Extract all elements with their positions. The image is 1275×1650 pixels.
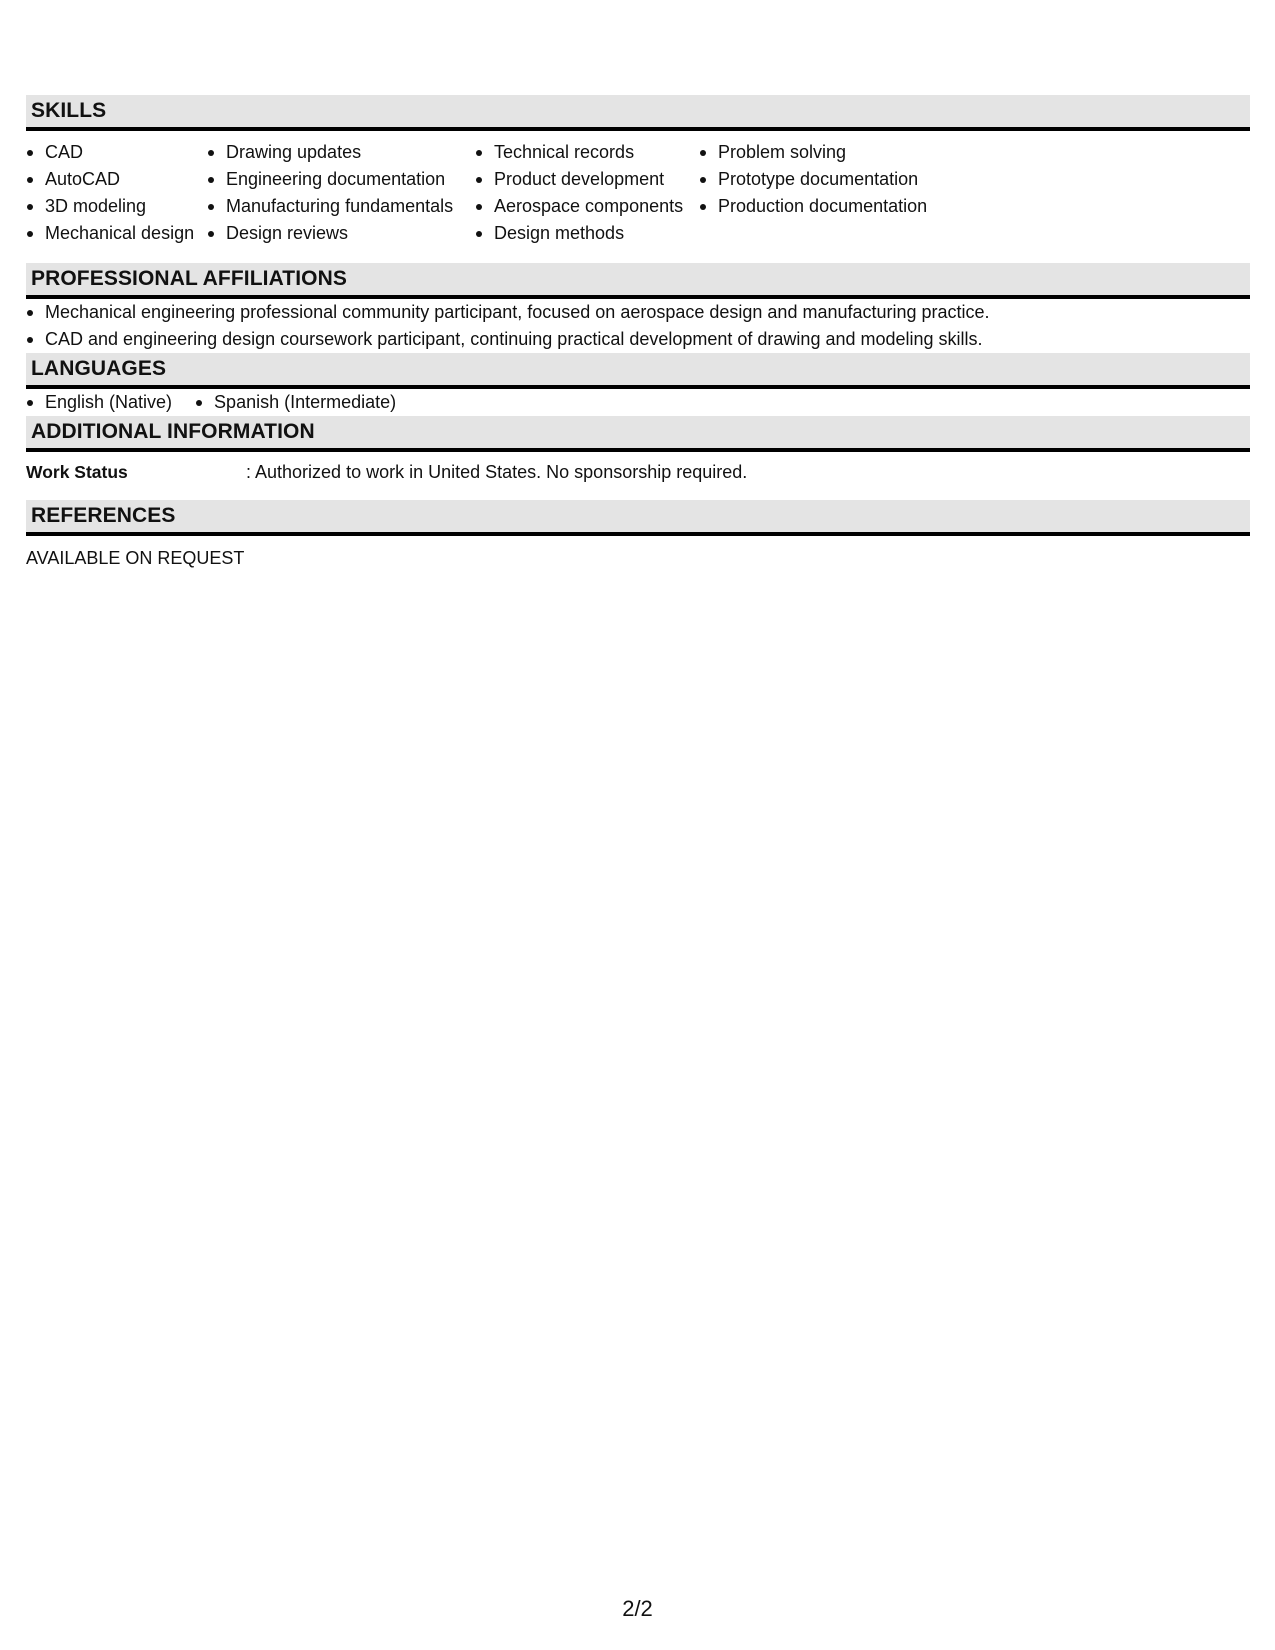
skills-column-3: [475, 139, 699, 247]
skills-column-4: [699, 139, 959, 247]
skill-item: Technical records: [475, 139, 699, 166]
languages-list: [26, 389, 1250, 416]
additional-info-header: [26, 416, 1250, 452]
skills-column-1: [26, 139, 207, 247]
skill-item: Design reviews: [207, 220, 475, 247]
skills-header: [26, 95, 1250, 131]
references-text: AVAILABLE ON REQUEST: [26, 548, 245, 568]
affiliations-list: [26, 299, 1250, 353]
skill-item: CAD: [26, 139, 207, 166]
page-number: 2/2: [622, 1596, 653, 1621]
affiliation-item: CAD and engineering design coursework participant, continuing practical development of drawing and modeling skills.: [26, 326, 1250, 353]
affiliations-heading: PROFESSIONAL AFFILIATIONS: [31, 267, 347, 290]
skill-item: Engineering documentation: [207, 166, 475, 193]
affiliation-item: Mechanical engineering professional community participant, focused on aerospace design and manufacturing practice.: [26, 299, 1250, 326]
skills-heading: SKILLS: [31, 99, 107, 122]
resume-page: [26, 95, 1250, 572]
language-item: Spanish (Intermediate): [195, 389, 396, 416]
affiliations-section: [26, 263, 1250, 353]
skill-item: Prototype documentation: [699, 166, 959, 193]
language-item: English (Native): [26, 389, 172, 416]
languages-heading: LANGUAGES: [31, 357, 167, 380]
work-status-row: [26, 459, 1250, 486]
skill-item: Design methods: [475, 220, 699, 247]
references-header: [26, 500, 1250, 536]
skill-item: Mechanical design: [26, 220, 207, 247]
skill-item: Drawing updates: [207, 139, 475, 166]
affiliations-header: [26, 263, 1250, 299]
skill-item: AutoCAD: [26, 166, 207, 193]
work-status-label: Work Status: [26, 462, 128, 482]
skills-section: [26, 95, 1250, 247]
skill-item: Problem solving: [699, 139, 959, 166]
skill-item: Aerospace components: [475, 193, 699, 220]
skill-item: Manufacturing fundamentals: [207, 193, 475, 220]
skill-item: Product development: [475, 166, 699, 193]
skills-column-2: [207, 139, 475, 247]
languages-section: [26, 353, 1250, 416]
skill-item: 3D modeling: [26, 193, 207, 220]
skill-item: Production documentation: [699, 193, 959, 220]
additional-info-heading: ADDITIONAL INFORMATION: [31, 420, 315, 443]
additional-info-section: [26, 416, 1250, 486]
references-heading: REFERENCES: [31, 504, 176, 527]
skills-grid: [26, 139, 1250, 247]
languages-header: [26, 353, 1250, 389]
work-status-value: : Authorized to work in United States. No sponsorship required.: [246, 462, 748, 482]
references-section: [26, 500, 1250, 572]
